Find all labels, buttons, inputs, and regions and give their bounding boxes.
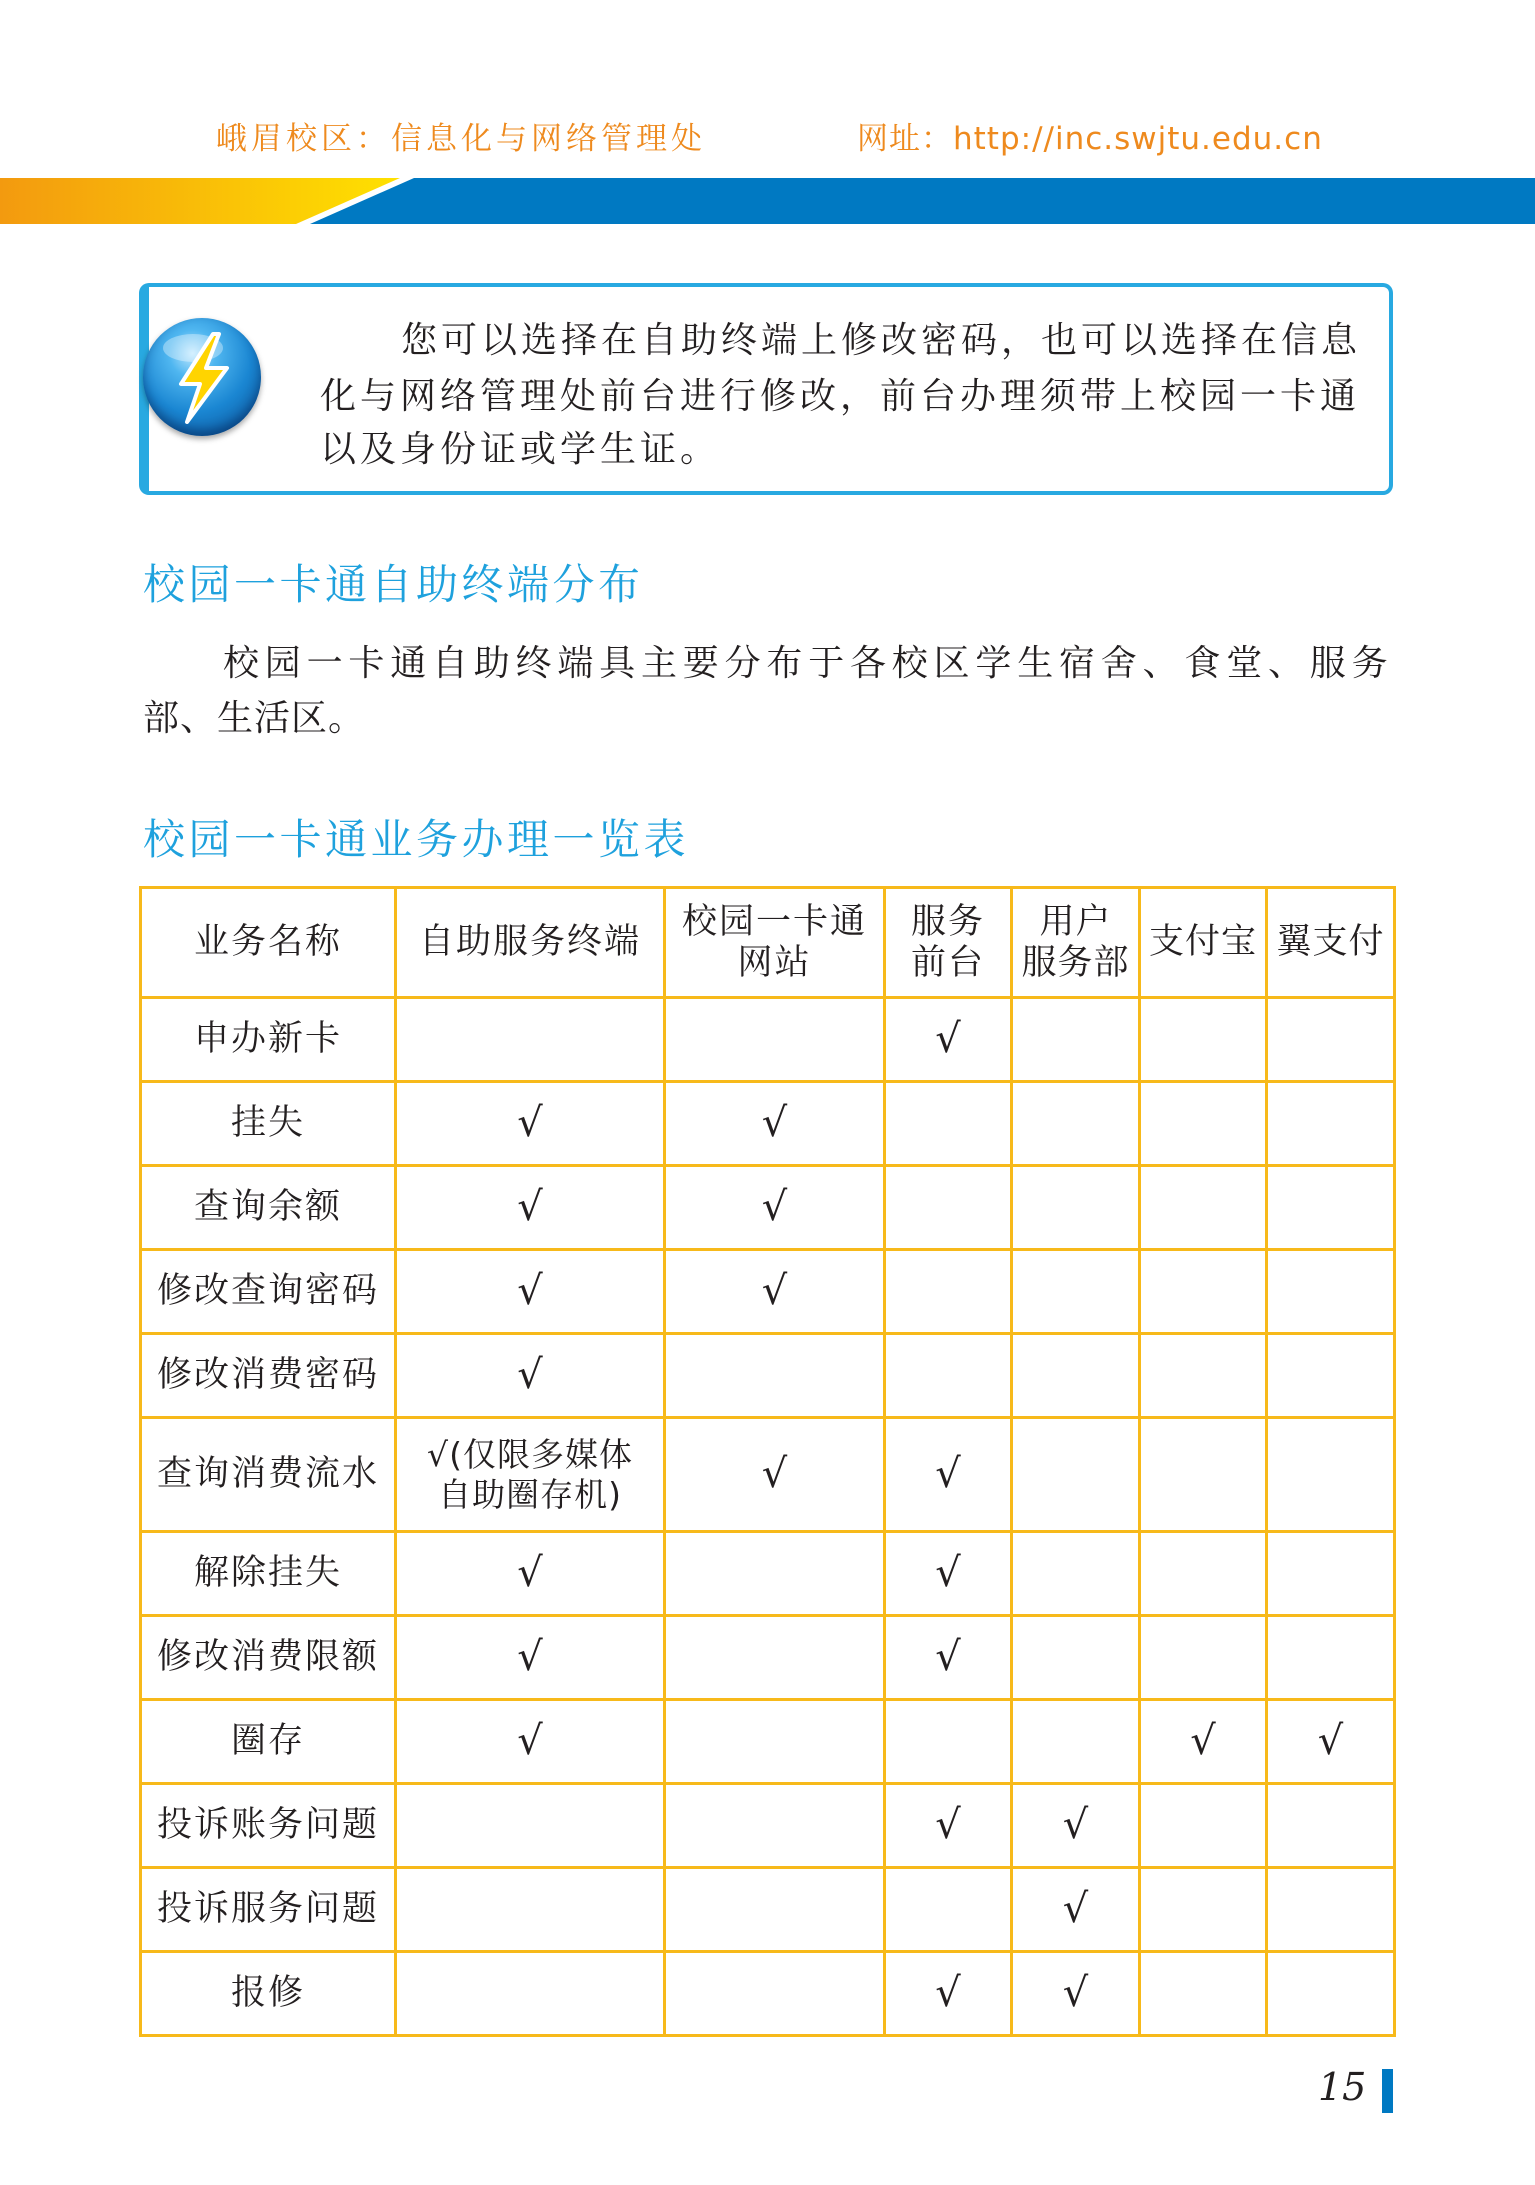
section-title-service-table: 校园一卡通业务办理一览表	[143, 815, 690, 864]
service-name-cell: 查询消费流水	[141, 1418, 396, 1532]
check-mark-cell: √	[1140, 1700, 1267, 1784]
check-mark-cell: √	[396, 1082, 665, 1166]
header-bar-blue	[310, 178, 1535, 224]
empty-cell	[1140, 1616, 1267, 1700]
service-name-cell: 投诉服务问题	[141, 1868, 396, 1952]
empty-cell	[1012, 1616, 1140, 1700]
empty-cell	[885, 1700, 1012, 1784]
service-name-cell: 解除挂失	[141, 1532, 396, 1616]
table-header-cell: 自助服务终端	[396, 888, 665, 998]
table-row	[141, 1532, 1395, 1616]
empty-cell	[885, 1868, 1012, 1952]
empty-cell	[1012, 1700, 1140, 1784]
check-mark-note-cell: √(仅限多媒体 自助圈存机)	[396, 1418, 665, 1532]
section-title-terminal-distribution: 校园一卡通自助终端分布	[143, 560, 644, 609]
empty-cell	[1140, 1418, 1267, 1532]
empty-cell	[885, 1166, 1012, 1250]
callout-line: 您可以选择在自助终端上修改密码，也可以选择在信息	[401, 320, 1362, 361]
check-mark-cell: √	[885, 1532, 1012, 1616]
empty-cell	[1012, 998, 1140, 1082]
empty-cell	[665, 1700, 885, 1784]
paragraph-line: 部、生活区。	[143, 698, 366, 739]
check-mark-cell: √	[885, 998, 1012, 1082]
header-website-text: 网址：http://inc.swjtu.edu.cn	[857, 121, 1323, 157]
table-row	[141, 1700, 1395, 1784]
check-mark-cell: √	[1012, 1952, 1140, 2036]
empty-cell	[1267, 1868, 1395, 1952]
table-row	[141, 998, 1395, 1082]
table-header-cell: 服务 前台	[885, 888, 1012, 998]
header-campus-text: 峨眉校区：信息化与网络管理处	[216, 121, 706, 157]
table-header-cell: 支付宝	[1140, 888, 1267, 998]
service-name-cell: 报修	[141, 1952, 396, 2036]
check-mark-cell: √	[396, 1250, 665, 1334]
check-mark-cell: √	[396, 1700, 665, 1784]
service-name-cell: 修改消费限额	[141, 1616, 396, 1700]
table-body	[141, 998, 1395, 2036]
empty-cell	[1267, 1784, 1395, 1868]
empty-cell	[1267, 1532, 1395, 1616]
table-header-cell: 校园一卡通 网站	[665, 888, 885, 998]
empty-cell	[1140, 1784, 1267, 1868]
empty-cell	[665, 1952, 885, 2036]
empty-cell	[1140, 1166, 1267, 1250]
empty-cell	[1012, 1250, 1140, 1334]
empty-cell	[1267, 1418, 1395, 1532]
empty-cell	[1012, 1334, 1140, 1418]
service-table	[139, 886, 1393, 2037]
empty-cell	[665, 998, 885, 1082]
empty-cell	[1012, 1166, 1140, 1250]
empty-cell	[1140, 1082, 1267, 1166]
table-row	[141, 1868, 1395, 1952]
check-mark-cell: √	[1012, 1784, 1140, 1868]
empty-cell	[885, 1082, 1012, 1166]
empty-cell	[1012, 1418, 1140, 1532]
empty-cell	[1267, 1616, 1395, 1700]
table-header-cell: 翼支付	[1267, 888, 1395, 998]
check-mark-cell: √	[665, 1418, 885, 1532]
empty-cell	[396, 1868, 665, 1952]
check-mark-cell: √	[665, 1166, 885, 1250]
empty-cell	[1140, 998, 1267, 1082]
table-row	[141, 1418, 1395, 1532]
check-mark-cell: √	[885, 1784, 1012, 1868]
table-row	[141, 1616, 1395, 1700]
empty-cell	[1140, 1334, 1267, 1418]
empty-cell	[885, 1250, 1012, 1334]
check-mark-cell: √	[665, 1250, 885, 1334]
check-mark-cell: √	[885, 1616, 1012, 1700]
empty-cell	[1267, 1334, 1395, 1418]
service-name-cell: 修改查询密码	[141, 1250, 396, 1334]
service-name-cell: 查询余额	[141, 1166, 396, 1250]
empty-cell	[396, 998, 665, 1082]
empty-cell	[665, 1868, 885, 1952]
empty-cell	[665, 1532, 885, 1616]
empty-cell	[665, 1616, 885, 1700]
table-row	[141, 1250, 1395, 1334]
empty-cell	[1267, 1166, 1395, 1250]
callout-line: 化与网络管理处前台进行修改，前台办理须带上校园一卡通	[320, 376, 1361, 417]
check-mark-cell: √	[396, 1334, 665, 1418]
page-number-bar	[1382, 2069, 1393, 2113]
service-name-cell: 投诉账务问题	[141, 1784, 396, 1868]
empty-cell	[1267, 998, 1395, 1082]
service-name-cell: 挂失	[141, 1082, 396, 1166]
check-mark-cell: √	[396, 1532, 665, 1616]
check-mark-cell: √	[1267, 1700, 1395, 1784]
empty-cell	[1140, 1952, 1267, 2036]
empty-cell	[1267, 1082, 1395, 1166]
empty-cell	[885, 1334, 1012, 1418]
check-mark-cell: √	[396, 1166, 665, 1250]
header-color-bar	[0, 178, 1535, 224]
empty-cell	[1140, 1250, 1267, 1334]
table-header-cell: 用户 服务部	[1012, 888, 1140, 998]
empty-cell	[1012, 1082, 1140, 1166]
service-name-cell: 圈存	[141, 1700, 396, 1784]
check-mark-cell: √	[885, 1418, 1012, 1532]
empty-cell	[1012, 1532, 1140, 1616]
paragraph-line: 校园一卡通自助终端具主要分布于各校区学生宿舍、食堂、服务	[223, 643, 1394, 684]
check-mark-cell: √	[396, 1616, 665, 1700]
page-number: 15	[1318, 2065, 1367, 2109]
empty-cell	[396, 1952, 665, 2036]
table-header-cell: 业务名称	[141, 888, 396, 998]
empty-cell	[396, 1784, 665, 1868]
table-row	[141, 1082, 1395, 1166]
table-row	[141, 1334, 1395, 1418]
empty-cell	[1267, 1952, 1395, 2036]
table-row	[141, 1784, 1395, 1868]
callout-line: 以及身份证或学生证。	[320, 429, 721, 470]
service-name-cell: 修改消费密码	[141, 1334, 396, 1418]
table-row	[141, 1166, 1395, 1250]
empty-cell	[665, 1334, 885, 1418]
service-name-cell: 申办新卡	[141, 998, 396, 1082]
empty-cell	[1267, 1250, 1395, 1334]
check-mark-cell: √	[1012, 1868, 1140, 1952]
check-mark-cell: √	[665, 1082, 885, 1166]
table-header-row	[141, 888, 1395, 998]
table-row	[141, 1952, 1395, 2036]
empty-cell	[1140, 1532, 1267, 1616]
check-mark-cell: √	[885, 1952, 1012, 2036]
empty-cell	[1140, 1868, 1267, 1952]
lightning-icon	[143, 318, 261, 436]
empty-cell	[665, 1784, 885, 1868]
